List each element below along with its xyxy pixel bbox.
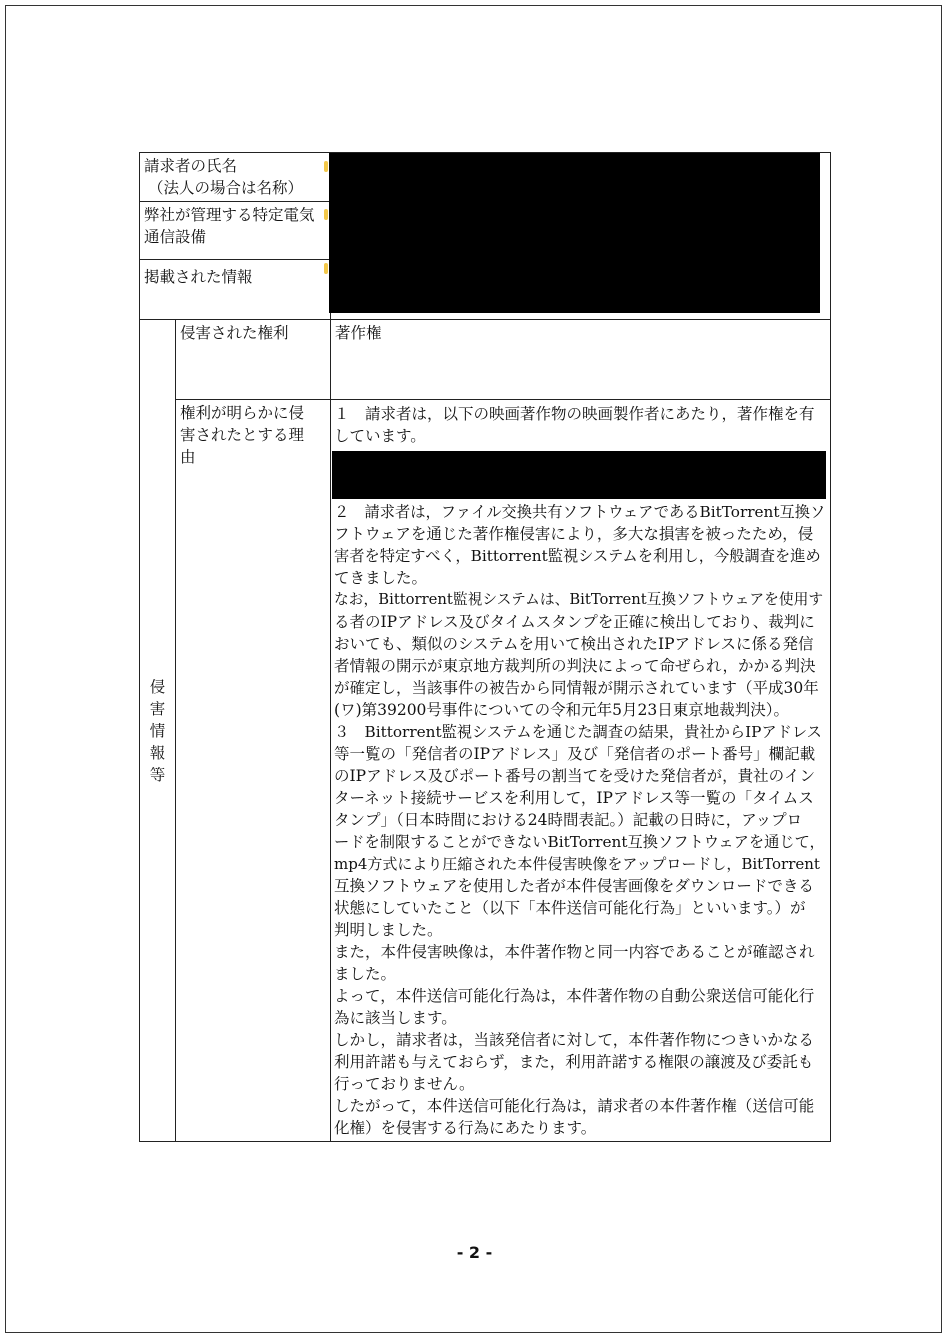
- reason-line: しかし，請求者は，当該発信者に対して，本件著作物につきいかなる: [334, 1031, 814, 1049]
- reason-line: 化権）を侵害する行為にあたります。: [334, 1119, 597, 1137]
- reason-label: [176, 400, 331, 1142]
- highlight-mark: [324, 161, 328, 172]
- reason-line: てきました。: [334, 569, 428, 587]
- label-line: 掲載された情報: [144, 268, 253, 286]
- page-number: - 2 -: [456, 1243, 493, 1262]
- reason-line: が確定し，当該事件の被告から同情報が開示されています（平成30年: [334, 679, 819, 697]
- redacted-values-cell: [331, 153, 831, 320]
- reason-line: mp4方式により圧縮された本件侵害映像をアップロードし，BitTorrent: [334, 855, 820, 873]
- vertical-char: 等: [149, 765, 166, 784]
- reason-line: １ 請求者は，以下の映画著作物の映画製作者にあたり，著作権を有: [334, 405, 815, 423]
- reason-paragraph-2: [334, 501, 827, 721]
- infringement-info-section-label: [140, 320, 176, 1142]
- reason-line: ２ 請求者は，ファイル交換共有ソフトウェアであるBitTorrent互換ソ: [334, 503, 826, 521]
- vertical-char: 害: [149, 699, 166, 718]
- reason-line: 者情報の開示が東京地方裁判所の判決によって命ぜられ，かかる判決: [334, 657, 816, 675]
- reason-line: 等一覧の「発信者のIPアドレス」及び「発信者のポート番号」欄記載: [334, 745, 816, 763]
- reason-line: 為に該当します。: [334, 1009, 457, 1027]
- reason-line: おいても、類似のシステムを用いて検出されたIPアドレスに係る発信: [334, 635, 814, 653]
- reason-paragraph-3: [334, 721, 827, 1139]
- reason-line: 害者を特定すべく，Bittorrent監視システムを利用し，今般調査を進め: [334, 547, 821, 565]
- disclosure-request-table: [139, 152, 831, 1142]
- reason-line: フトウェアを通じた著作権侵害により，多大な損害を被ったため，侵: [334, 525, 814, 543]
- requester-name-row: [140, 153, 831, 202]
- reason-line: よって，本件送信可能化行為は，本件著作物の自動公衆送信可能化行: [334, 987, 815, 1005]
- reason-line: (ワ)第39200号事件についての令和元年5月23日東京地裁判決）。: [334, 701, 789, 719]
- reason-line: ードを制限することができないBitTorrent互換ソフトウェアを通じて，: [334, 833, 825, 851]
- vertical-char: 報: [149, 743, 166, 762]
- highlight-mark: [324, 209, 328, 220]
- label-line: 請求者の氏名: [144, 157, 238, 175]
- redacted-work-title: [334, 447, 827, 501]
- equipment-label: [140, 202, 331, 260]
- label-line: 弊社が管理する特定電気: [144, 206, 315, 224]
- infringed-right-row: [140, 320, 831, 400]
- reason-line: しています。: [334, 427, 426, 445]
- reason-line: 行っておりません。: [334, 1075, 475, 1093]
- reason-line: したがって，本件送信可能化行為は，請求者の本件著作権（送信可能: [334, 1097, 815, 1115]
- reason-line: 状態にしていたこと（以下「本件送信可能化行為」といいます。）が: [334, 899, 806, 917]
- reason-line: ました。: [334, 965, 397, 983]
- infringed-right-value: 著作権: [331, 320, 831, 400]
- reason-line: 利用許諾も与えておらず，また，利用許諾する権限の譲渡及び委託も: [334, 1053, 814, 1071]
- reason-line: る者のIPアドレス及びタイムスタンプを正確に検出しており、裁判に: [334, 613, 815, 631]
- vertical-char: 侵: [149, 677, 166, 696]
- infringed-right-label: 侵害された権利: [176, 320, 331, 400]
- posted-info-label: [140, 260, 331, 320]
- label-line: 害されたとする理: [180, 426, 305, 444]
- reason-line: タンプ」（日本時間における24時間表記。）記載の日時に，アップロ: [334, 811, 803, 829]
- reason-line: ターネット接続サービスを利用して，IPアドレス等一覧の「タイムス: [334, 789, 814, 807]
- reason-line: ３ Bittorrent監視システムを通じた調査の結果，貴社からIPアドレス: [334, 723, 822, 741]
- reason-line: なお，Bittorrent監視システムは、BitTorrent互換ソフトウェアを使用す: [334, 591, 824, 608]
- vertical-char: 情: [149, 721, 166, 740]
- highlight-mark: [324, 263, 328, 274]
- label-line: 由: [180, 448, 196, 466]
- label-line: （法人の場合は名称）: [148, 179, 304, 197]
- label-line: 権利が明らかに侵: [180, 404, 305, 422]
- requester-name-label: [140, 153, 331, 202]
- reason-line: また，本件侵害映像は，本件著作物と同一内容であることが確認され: [334, 943, 815, 961]
- reason-row: [140, 400, 831, 1142]
- reason-line: のIPアドレス及びポート番号の割当てを受けた発信者が，貴社のイン: [334, 767, 816, 785]
- reason-text: [331, 400, 831, 1142]
- redaction-block: [332, 451, 826, 499]
- label-line: 通信設備: [144, 228, 207, 246]
- reason-line: 判明しました。: [334, 921, 443, 939]
- reason-line: 互換ソフトウェアを使用した者が本件侵害画像をダウンロードできる: [334, 877, 814, 895]
- redaction-block: [329, 153, 820, 313]
